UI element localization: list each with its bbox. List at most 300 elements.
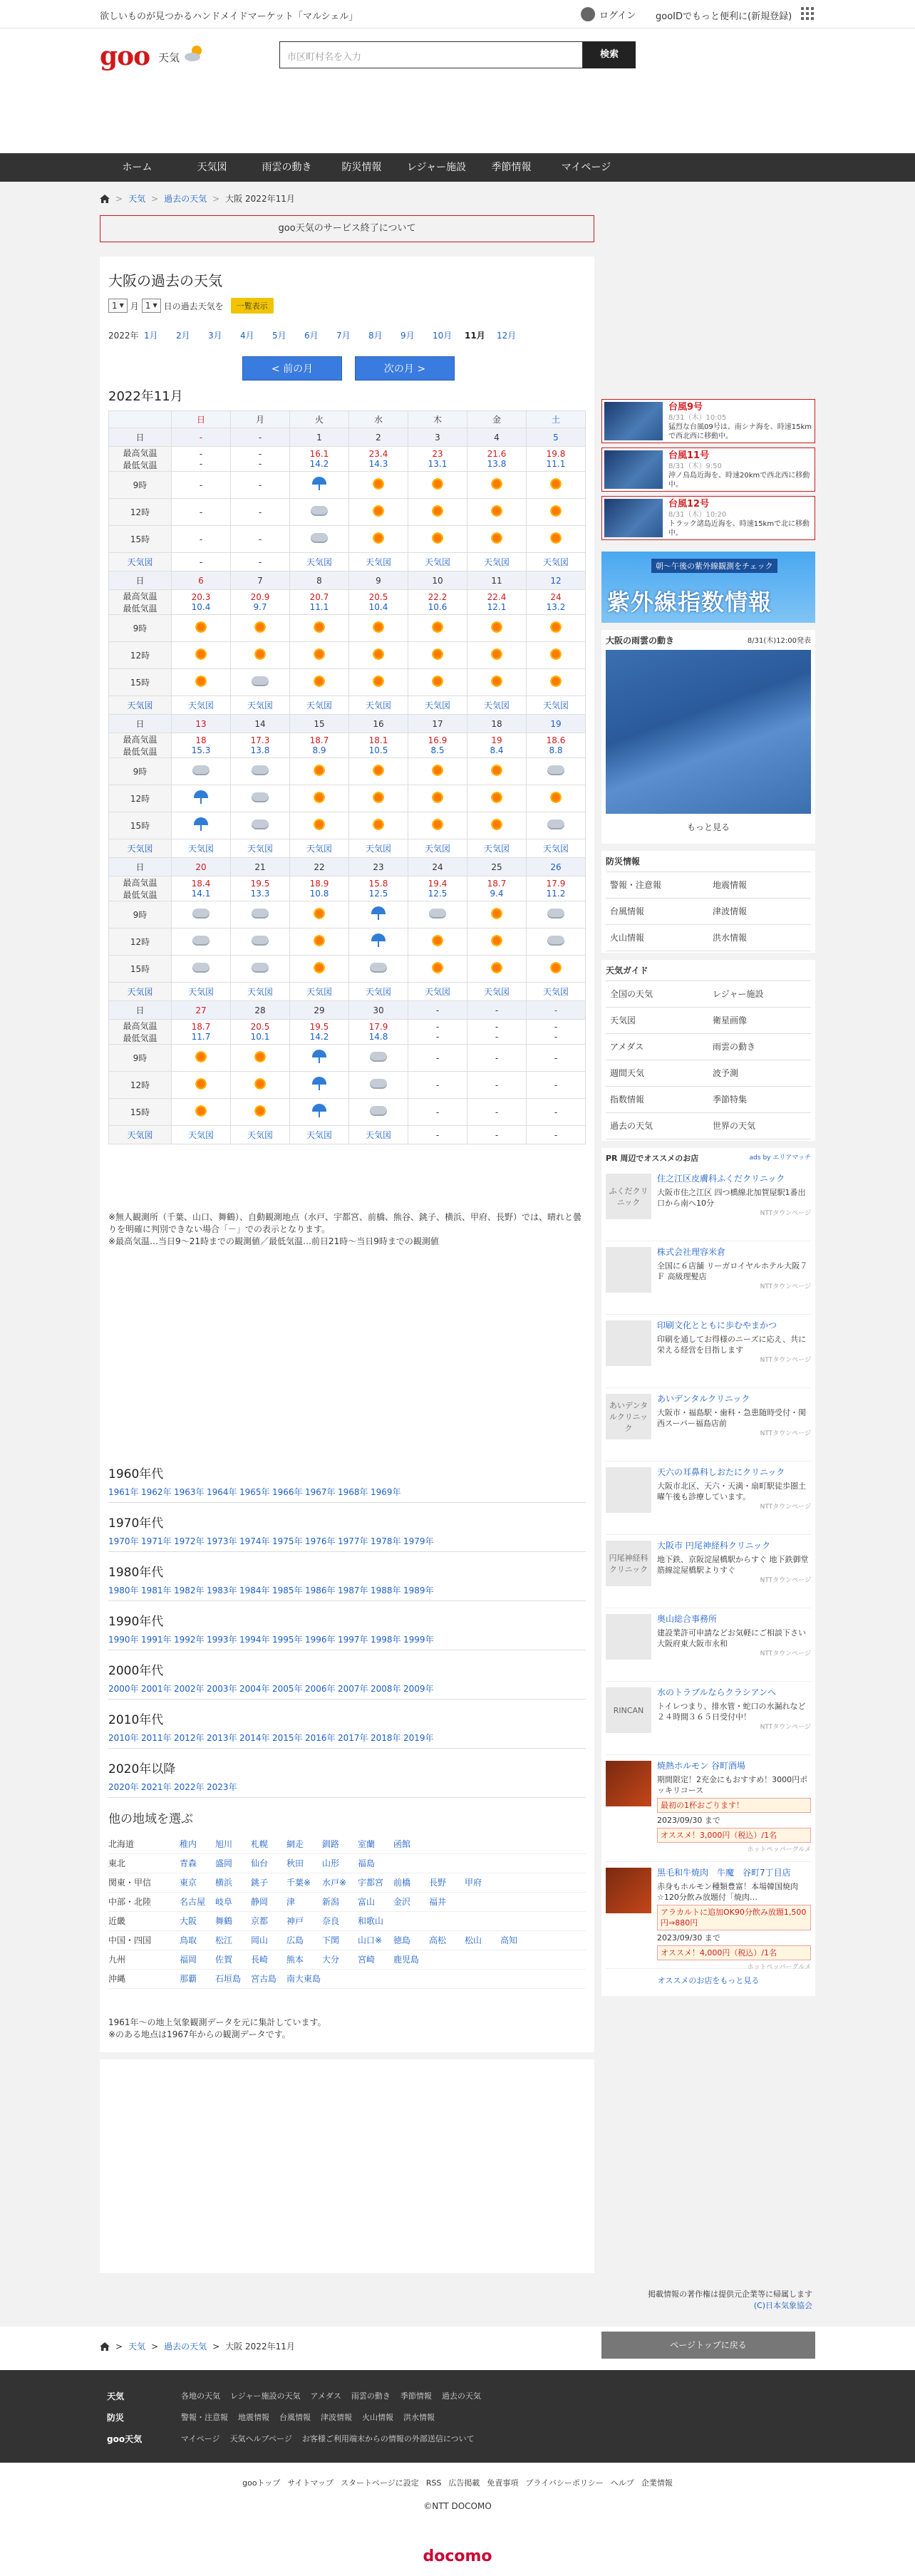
weather-cell <box>408 956 467 983</box>
pr-content <box>657 1174 811 1235</box>
month-link[interactable]: 2月 <box>176 331 190 341</box>
bottom-link[interactable]: スタートページに設定 <box>341 2478 419 2488</box>
month-link[interactable]: 5月 <box>272 331 286 341</box>
lo-label: 最低気温 <box>123 747 157 757</box>
weather-map-link[interactable]: 天気図 <box>231 696 290 715</box>
typhoon-desc: トラック諸島近海を、時速15kmで北に移動中。 <box>668 520 810 537</box>
day-number: 3 <box>408 428 467 447</box>
nav-item[interactable]: 天気図 <box>197 162 227 173</box>
weather-map-link[interactable]: 天気図 <box>231 1126 290 1144</box>
year-link[interactable]: 1963年 <box>174 1487 205 1497</box>
place-link[interactable]: 横浜 <box>215 1878 233 1888</box>
pr-item[interactable] <box>606 1608 811 1682</box>
pr-more-link[interactable]: オススメのお店をもっと見る <box>657 1976 760 1985</box>
bousai-link[interactable]: 火山情報 <box>606 925 708 951</box>
year-link[interactable]: 2021年 <box>141 1782 172 1792</box>
place-link[interactable]: 長崎 <box>251 1955 269 1965</box>
year-link[interactable]: 1988年 <box>371 1586 401 1595</box>
weather-map-link[interactable]: 天気図 <box>467 839 527 858</box>
year-link[interactable]: 1976年 <box>305 1536 336 1546</box>
year-link[interactable]: 2012年 <box>174 1733 205 1743</box>
typhoon-title: 台風9号 <box>668 402 703 413</box>
weather-cell <box>527 758 586 785</box>
header <box>0 29 915 153</box>
weather-map-link[interactable]: 天気図 <box>290 839 349 858</box>
weather-map-link[interactable]: 天気図 <box>349 696 408 715</box>
year-link[interactable]: 1961年 <box>108 1487 139 1497</box>
place-link[interactable]: 津 <box>286 1897 296 1907</box>
footer-link[interactable]: 過去の天気 <box>441 2391 481 2401</box>
region-name: 関東・甲信 <box>108 1878 152 1888</box>
place-link[interactable]: 福井 <box>429 1897 447 1907</box>
bousai-link[interactable]: 台風情報 <box>606 899 708 925</box>
guide-link[interactable]: 衛星画像 <box>708 1008 811 1034</box>
place-link[interactable]: 岐阜 <box>215 1897 233 1907</box>
year-link[interactable]: 2000年 <box>108 1684 139 1694</box>
pr-item[interactable] <box>606 1168 811 1241</box>
year-link[interactable]: 1968年 <box>338 1487 368 1497</box>
max-temp: 18.6 <box>546 735 566 745</box>
year-link[interactable]: 2003年 <box>207 1684 237 1694</box>
year-link[interactable]: 1990年 <box>108 1635 139 1645</box>
weather-map-link[interactable]: 天気図 <box>172 839 231 858</box>
guide-link[interactable]: 雨雲の動き <box>708 1034 811 1060</box>
pr-shop-name[interactable]: あいデンタルクリニック <box>657 1394 750 1404</box>
year-link[interactable]: 1997年 <box>338 1635 368 1645</box>
year-link[interactable]: 2009年 <box>403 1684 434 1694</box>
place-link[interactable]: 高知 <box>500 1935 518 1945</box>
month-link[interactable]: 10月 <box>433 331 453 341</box>
year-link[interactable]: 1994年 <box>239 1635 270 1645</box>
place-link[interactable]: 甲府 <box>465 1878 482 1888</box>
rain-radar-map[interactable] <box>606 650 811 814</box>
month-link[interactable]: 3月 <box>208 331 222 341</box>
weather-map-link[interactable]: 天気図 <box>231 839 290 858</box>
place-link[interactable]: 宇都宮 <box>358 1878 384 1888</box>
year-link[interactable]: 1967年 <box>305 1487 336 1497</box>
bottom-link[interactable]: 企業情報 <box>641 2478 673 2488</box>
year-link[interactable]: 1980年 <box>108 1586 139 1595</box>
year-link[interactable]: 1992年 <box>174 1635 205 1645</box>
pr-image: RINCAN <box>606 1687 651 1733</box>
place-link[interactable]: 山形 <box>322 1858 340 1868</box>
weather-map-link[interactable]: 天気図 <box>349 983 408 1001</box>
place-link[interactable]: 札幌 <box>251 1839 269 1849</box>
sunny-icon <box>430 647 445 661</box>
place-link[interactable]: 前橋 <box>393 1878 411 1888</box>
place-link[interactable]: 盛岡 <box>215 1858 233 1868</box>
row-label: 日 <box>109 571 172 590</box>
place-link[interactable]: 静岡 <box>251 1897 269 1907</box>
year-link[interactable]: 1974年 <box>239 1536 270 1546</box>
bottom-link[interactable]: RSS <box>425 2478 442 2488</box>
typhoon-card[interactable] <box>601 496 815 540</box>
typhoon-card[interactable] <box>601 399 815 443</box>
apps-grid-icon[interactable] <box>801 7 814 20</box>
promo-link[interactable]: 欲しいものが見つかるハンドメイドマーケット「マルシェル」 <box>100 11 358 22</box>
place-link[interactable]: 旭川 <box>215 1839 233 1849</box>
year-link[interactable]: 1991年 <box>141 1635 172 1645</box>
month-link[interactable]: 7月 <box>336 331 351 341</box>
year-link[interactable]: 1979年 <box>403 1536 434 1546</box>
bousai-link[interactable]: 警報・注意報 <box>606 872 708 899</box>
prev-month-button[interactable]: < 前の月 <box>242 356 342 381</box>
year-link[interactable]: 2002年 <box>174 1684 205 1694</box>
place-link[interactable]: 石垣島 <box>215 1974 242 1984</box>
place-link[interactable]: 神戸 <box>286 1916 304 1926</box>
weather-map-link[interactable]: 天気図 <box>467 983 527 1001</box>
nav-item[interactable]: ホーム <box>122 162 152 173</box>
pr-item[interactable] <box>606 1315 811 1388</box>
year-link[interactable]: 2013年 <box>207 1733 237 1743</box>
footer-link[interactable]: マイページ <box>181 2434 220 2443</box>
sun-cloud-icon <box>184 44 205 63</box>
footer-link[interactable]: 洪水情報 <box>403 2413 435 2422</box>
place-link[interactable]: 広島 <box>286 1935 304 1945</box>
year-link[interactable]: 1978年 <box>371 1536 401 1546</box>
sidebar <box>601 399 815 1996</box>
bousai-link[interactable]: 洪水情報 <box>708 925 811 951</box>
place-link[interactable]: 室蘭 <box>358 1839 376 1849</box>
place-link[interactable]: 稚内 <box>180 1839 197 1849</box>
year-link[interactable]: 1993年 <box>207 1635 237 1645</box>
weather-map-link[interactable]: 天気図 <box>527 696 586 715</box>
month-link[interactable]: 8月 <box>368 331 383 341</box>
pr-shop-name[interactable]: 住之江区皮膚科ふくだクリニック <box>657 1174 785 1184</box>
place-link[interactable]: 東京 <box>180 1878 197 1888</box>
pr-shop-name[interactable]: 大阪市 円尾神経科クリニック <box>657 1541 771 1551</box>
weather-cell <box>290 499 349 526</box>
pr-shop-name[interactable]: 天六の耳鼻科しおたにクリニック <box>657 1467 785 1477</box>
place-link[interactable]: 宮崎 <box>358 1955 376 1965</box>
pr-item[interactable] <box>606 1682 811 1755</box>
place-link[interactable]: 千葉※ <box>286 1878 311 1888</box>
place-link[interactable]: 舞鶴 <box>215 1916 233 1926</box>
bottom-link[interactable]: gooトップ <box>242 2478 281 2488</box>
weather-map-link[interactable]: 天気図 <box>349 553 408 571</box>
breadcrumb-past-weather[interactable]: 過去の天気 <box>164 2342 207 2352</box>
year-link[interactable]: 2007年 <box>338 1684 368 1694</box>
cloudy-icon <box>252 765 269 775</box>
next-month-button[interactable]: 次の月 > <box>355 356 455 381</box>
nav-item[interactable]: 防災情報 <box>341 162 382 173</box>
footer-link[interactable]: 地震情報 <box>238 2413 269 2422</box>
place-link[interactable]: 秋田 <box>286 1858 304 1868</box>
list-view-button[interactable]: 一覧表示 <box>231 298 274 314</box>
year-link[interactable]: 2022年 <box>174 1782 205 1792</box>
weather-map-link[interactable]: 天気図 <box>231 983 290 1001</box>
place-link[interactable]: 和歌山 <box>358 1916 384 1926</box>
bottom-link[interactable]: 免責事項 <box>487 2478 519 2488</box>
place-link[interactable]: 徳島 <box>393 1935 411 1945</box>
weather-row <box>109 1045 586 1072</box>
weather-map-link[interactable]: 天気図 <box>290 983 349 1001</box>
temp-cell <box>231 876 290 901</box>
place-link[interactable]: 青森 <box>180 1858 197 1868</box>
place-link[interactable]: 釧路 <box>322 1839 340 1849</box>
guide-link[interactable]: 指数情報 <box>606 1087 708 1113</box>
place-link[interactable]: 福岡 <box>180 1955 197 1965</box>
footer-link[interactable]: 警報・注意報 <box>181 2413 228 2422</box>
footer-link[interactable]: お客様ご利用端末からの情報の外部送信について <box>301 2434 475 2443</box>
guide-link[interactable]: 週間天気 <box>606 1060 708 1087</box>
year-link[interactable]: 2005年 <box>272 1684 303 1694</box>
place-link[interactable]: 松山 <box>465 1935 482 1945</box>
weather-cell <box>467 929 527 956</box>
month-link[interactable]: 12月 <box>497 331 517 341</box>
login-link[interactable] <box>581 7 636 21</box>
bottom-link[interactable]: 広告掲載 <box>448 2478 480 2488</box>
place-link[interactable]: 鹿児島 <box>393 1955 420 1965</box>
footer-link[interactable]: 天気ヘルプページ <box>229 2434 292 2443</box>
place-link[interactable]: 奈良 <box>322 1916 340 1926</box>
year-link[interactable]: 2016年 <box>305 1733 336 1743</box>
year-link[interactable]: 1977年 <box>338 1536 368 1546</box>
footer-link[interactable]: 雨雲の動き <box>351 2391 391 2401</box>
year-link[interactable]: 1970年 <box>108 1536 139 1546</box>
footer-link[interactable]: 火山情報 <box>362 2413 393 2422</box>
weather-map-link[interactable]: 天気図 <box>290 553 349 571</box>
year-link[interactable]: 2015年 <box>272 1733 303 1743</box>
year-link[interactable]: 2001年 <box>141 1684 172 1694</box>
year-link[interactable]: 1987年 <box>338 1586 368 1595</box>
temp-cell <box>290 1020 349 1045</box>
place-link[interactable]: 富山 <box>358 1897 376 1907</box>
place-link[interactable]: 水戸※ <box>322 1878 347 1888</box>
year-link[interactable]: 1982年 <box>174 1586 205 1595</box>
place-link[interactable]: 佐賀 <box>215 1955 233 1965</box>
place-link[interactable]: 鳥取 <box>180 1935 197 1945</box>
year-link[interactable]: 1971年 <box>141 1536 172 1546</box>
year-link[interactable]: 1984年 <box>239 1586 270 1595</box>
pr-item[interactable] <box>606 1388 811 1462</box>
nav-item[interactable]: 雨雲の動き <box>262 162 312 173</box>
month-link[interactable]: 4月 <box>240 331 254 341</box>
year-link[interactable]: 1962年 <box>141 1487 172 1497</box>
weather-map-link[interactable]: 天気図 <box>172 696 231 715</box>
pr-shop-name[interactable]: 印刷文化とともに歩むやまかつ <box>657 1320 777 1330</box>
year-link[interactable]: 2004年 <box>239 1684 270 1694</box>
place-link[interactable]: 山口※ <box>358 1935 383 1945</box>
typhoon-card[interactable] <box>601 448 815 492</box>
pr-shop-name[interactable]: 株式会社理容米倉 <box>657 1247 726 1257</box>
temp-cell <box>467 590 527 615</box>
page-top-button[interactable]: ページトップに戻る <box>601 2332 815 2359</box>
pr-item[interactable] <box>606 1462 811 1535</box>
service-end-notice[interactable]: goo天気のサービス終了について <box>100 215 594 242</box>
place-link[interactable]: 新潟 <box>322 1897 340 1907</box>
weather-map-link[interactable]: 天気図 <box>349 839 408 858</box>
coupon-expiry: 2023/09/30 まで <box>657 1816 720 1825</box>
weather-map-link[interactable]: 天気図 <box>349 1126 408 1144</box>
nav-item[interactable]: マイページ <box>561 162 611 173</box>
goo-logo[interactable]: goo <box>100 41 150 71</box>
row-label: 天気図 <box>109 839 172 858</box>
breadcrumb-weather[interactable]: 天気 <box>128 2342 146 2352</box>
year-link[interactable]: 2010年 <box>108 1733 139 1743</box>
place-link[interactable]: 下関 <box>322 1935 340 1945</box>
place-link[interactable]: 那覇 <box>180 1974 197 1984</box>
year-link[interactable]: 2019年 <box>403 1733 434 1743</box>
year-link[interactable]: 1996年 <box>305 1635 336 1645</box>
guide-link[interactable]: 天気図 <box>606 1008 708 1034</box>
docomo-logo[interactable]: docomo <box>423 2547 492 2565</box>
weekday-header: 火 <box>290 411 349 428</box>
home-icon[interactable] <box>100 2342 110 2351</box>
guide-link[interactable]: 世界の天気 <box>708 1113 811 1139</box>
year-link[interactable]: 1986年 <box>305 1586 336 1595</box>
pr-shop-name[interactable]: 奥山総合事務所 <box>657 1614 718 1624</box>
month-select[interactable]: 1 ▼ <box>108 299 128 313</box>
typhoon-text <box>663 499 812 537</box>
footer-link[interactable]: レジャー施設の天気 <box>230 2391 301 2401</box>
year-link[interactable]: 1985年 <box>272 1586 303 1595</box>
weather-map-link[interactable]: 天気図 <box>527 839 586 858</box>
uv-index-banner[interactable] <box>601 552 815 623</box>
guide-link[interactable]: アメダス <box>606 1034 708 1060</box>
bottom-link[interactable]: ヘルプ <box>610 2478 634 2488</box>
year-link[interactable]: 1995年 <box>272 1635 303 1645</box>
breadcrumb-weather[interactable]: 天気 <box>128 194 146 204</box>
place-link[interactable]: 京都 <box>251 1916 269 1926</box>
logo-subtitle[interactable]: 天気 <box>158 51 180 64</box>
weather-cell <box>172 472 231 499</box>
year-link[interactable]: 2014年 <box>239 1733 270 1743</box>
footer-link[interactable]: 季節情報 <box>400 2391 432 2401</box>
place-link[interactable]: 大分 <box>322 1955 340 1965</box>
min-temp: - <box>554 1032 558 1042</box>
guide-link[interactable]: 波予測 <box>708 1060 811 1087</box>
year-link[interactable]: 2008年 <box>371 1684 401 1694</box>
temp-cell <box>172 876 231 901</box>
place-link[interactable]: 函館 <box>393 1839 411 1849</box>
bousai-link[interactable]: 津波情報 <box>708 899 811 925</box>
weather-map-link[interactable]: 天気図 <box>527 553 586 571</box>
year-link[interactable]: 1972年 <box>174 1536 205 1546</box>
month-link[interactable]: 1月 <box>144 331 158 341</box>
year-link[interactable]: 2006年 <box>305 1684 336 1694</box>
year-link[interactable]: 2020年 <box>108 1782 139 1792</box>
footer-link[interactable]: アメダス <box>310 2391 341 2401</box>
year-link[interactable]: 1981年 <box>141 1586 172 1595</box>
pr-shop-name[interactable]: 水のトラブルならクラシアンへ <box>657 1687 777 1697</box>
weather-cell <box>527 785 586 812</box>
pr-item[interactable] <box>606 1241 811 1315</box>
year-link[interactable]: 1989年 <box>403 1586 434 1595</box>
place-link[interactable]: 福島 <box>358 1858 376 1868</box>
year-link[interactable]: 1975年 <box>272 1536 303 1546</box>
year-link[interactable]: 1964年 <box>207 1487 237 1497</box>
weather-map-link[interactable]: 天気図 <box>408 983 467 1001</box>
month-link[interactable]: 6月 <box>304 331 319 341</box>
weather-map-link[interactable]: 天気図 <box>290 1126 349 1144</box>
year-link[interactable]: 1966年 <box>272 1487 303 1497</box>
coupon-item[interactable] <box>606 1862 811 1969</box>
weather-map-link[interactable]: 天気図 <box>408 839 467 858</box>
rain-umbrella-icon <box>311 477 327 491</box>
footer-link[interactable]: 各地の天気 <box>181 2391 220 2401</box>
cloudy-icon <box>192 909 210 919</box>
place-link[interactable]: 宮古島 <box>251 1974 277 1984</box>
weather-map-link[interactable]: 天気図 <box>408 696 467 715</box>
place-link[interactable]: 熊本 <box>286 1955 304 1965</box>
coupon-item[interactable] <box>606 1755 811 1862</box>
year-link[interactable]: 1983年 <box>207 1586 237 1595</box>
rain-umbrella-icon <box>193 817 209 832</box>
pr-item[interactable] <box>606 1535 811 1608</box>
weather-map-link[interactable]: 天気図 <box>408 553 467 571</box>
place-link[interactable]: 仙台 <box>251 1858 269 1868</box>
coupon-shop-name[interactable]: 黒毛和牛焼肉 牛魔 谷町7丁目店 <box>657 1868 791 1878</box>
year-link[interactable]: 1999年 <box>403 1635 434 1645</box>
place-link[interactable]: 銚子 <box>251 1878 269 1888</box>
year-link[interactable]: 2011年 <box>141 1733 172 1743</box>
place-link[interactable]: 高松 <box>429 1935 447 1945</box>
footer-link[interactable]: 台風情報 <box>279 2413 311 2422</box>
no-data: - <box>554 1107 558 1117</box>
coupon-shop-name[interactable]: 焼熱ホルモン 谷町酒場 <box>657 1761 745 1771</box>
no-data: - <box>199 534 203 544</box>
place-link[interactable]: 長野 <box>429 1878 447 1888</box>
rain-radar-more-link[interactable]: もっと見る <box>686 822 730 832</box>
footer-link[interactable]: 津波情報 <box>321 2413 352 2422</box>
year-link[interactable]: 1965年 <box>239 1487 270 1497</box>
home-icon[interactable] <box>100 195 110 203</box>
guide-link[interactable]: 全国の天気 <box>606 981 708 1008</box>
weather-map-link[interactable]: 天気図 <box>290 696 349 715</box>
guide-link[interactable]: 季節特集 <box>708 1087 811 1113</box>
year-link[interactable]: 2018年 <box>371 1733 401 1743</box>
bottom-link[interactable]: サイトマップ <box>287 2478 334 2488</box>
search-input[interactable]: 市区町村名を入力 <box>279 41 583 68</box>
weather-map-link[interactable]: 天気図 <box>172 983 231 1001</box>
temp-cell <box>467 447 527 472</box>
place-link[interactable]: 名古屋 <box>180 1897 206 1907</box>
day-select[interactable]: 1 ▼ <box>142 299 161 313</box>
rain-umbrella-icon <box>311 1050 327 1064</box>
min-temp: 9.4 <box>490 889 504 899</box>
bottom-link[interactable]: プライバシーポリシー <box>525 2478 604 2488</box>
weather-map-link[interactable]: 天気図 <box>467 696 527 715</box>
year-link[interactable]: 1969年 <box>371 1487 401 1497</box>
place-link[interactable]: 網走 <box>286 1839 304 1849</box>
bousai-link[interactable]: 地震情報 <box>708 872 811 899</box>
place-link[interactable]: 大阪 <box>180 1916 197 1926</box>
gooid-link[interactable]: gooIDでもっと便利に(新規登録) <box>656 11 792 22</box>
weather-map-link[interactable]: 天気図 <box>172 1126 231 1144</box>
place-link[interactable]: 松江 <box>215 1935 233 1945</box>
calendar-notes <box>108 1211 586 1248</box>
nav-item[interactable]: 季節情報 <box>491 162 532 173</box>
breadcrumb-past-weather[interactable]: 過去の天気 <box>164 194 207 204</box>
place-link[interactable]: 南大東島 <box>286 1974 321 1984</box>
year-link[interactable]: 1998年 <box>371 1635 401 1645</box>
sunny-icon <box>371 620 386 634</box>
place-link[interactable]: 金沢 <box>393 1897 411 1907</box>
month-link[interactable]: 9月 <box>400 331 415 341</box>
weather-map-link[interactable]: 天気図 <box>527 983 586 1001</box>
nav-item[interactable]: レジャー施設 <box>406 162 467 173</box>
year-link[interactable]: 2023年 <box>207 1782 237 1792</box>
year-link[interactable]: 2017年 <box>338 1733 368 1743</box>
guide-link[interactable]: 過去の天気 <box>606 1113 708 1139</box>
year-link[interactable]: 1973年 <box>207 1536 237 1546</box>
weather-map-link[interactable]: 天気図 <box>467 553 527 571</box>
row-label: 15時 <box>109 526 172 553</box>
guide-link[interactable]: レジャー施設 <box>708 981 811 1008</box>
search-button[interactable]: 検索 <box>583 41 636 68</box>
place-link[interactable]: 岡山 <box>251 1935 269 1945</box>
